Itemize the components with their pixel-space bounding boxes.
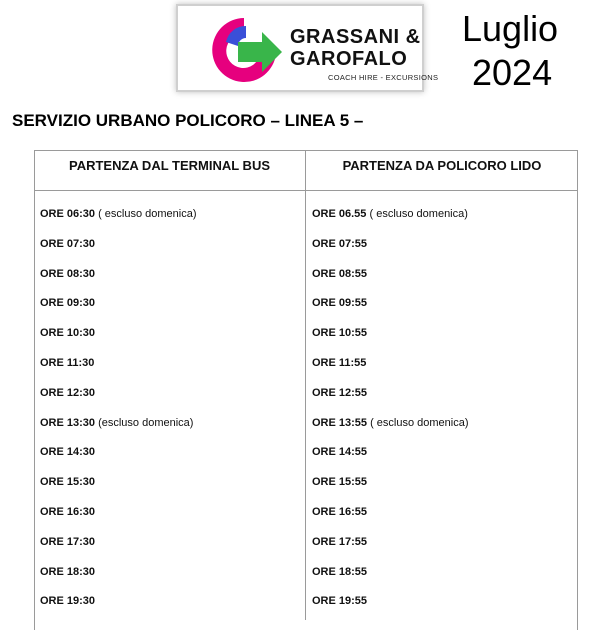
departure-lido — [312, 327, 367, 339]
table-row — [0, 476, 600, 506]
departure-time: ORE 14:55 — [312, 446, 368, 459]
departure-time: ORE 18:55 — [312, 565, 368, 578]
table-row — [0, 297, 600, 327]
departure-time: ORE 06:30 — [40, 208, 96, 220]
table-row — [0, 446, 600, 476]
departure-time: ORE 10:30 — [40, 327, 96, 340]
month-label: Luglio — [462, 8, 559, 49]
departure-lido — [312, 446, 367, 458]
departure-lido — [312, 417, 469, 429]
table-row — [0, 208, 600, 238]
departure-time: ORE 07:30 — [40, 237, 96, 250]
table-row — [0, 417, 600, 447]
departure-terminal — [40, 566, 95, 578]
departure-terminal — [40, 297, 95, 309]
departure-time: ORE 14:30 — [40, 446, 96, 459]
departure-terminal — [40, 595, 95, 607]
departure-terminal — [40, 506, 95, 518]
departure-terminal — [40, 357, 94, 369]
column-header-terminal: PARTENZA DAL TERMINAL BUS — [68, 158, 271, 173]
departure-time: ORE 15:30 — [40, 476, 96, 489]
table-row — [0, 566, 600, 596]
departure-time: ORE 10:55 — [312, 327, 368, 340]
table-row — [0, 506, 600, 536]
logo-tagline: COACH HIRE - EXCURSIONS — [328, 73, 439, 82]
departure-time: ORE 19:55 — [312, 595, 368, 608]
departure-time: ORE 17:55 — [312, 535, 368, 548]
logo-name-line2: GAROFALO — [290, 48, 408, 70]
departure-terminal — [40, 446, 95, 458]
departure-time: ORE 13:55 — [312, 416, 368, 429]
departure-lido — [312, 595, 367, 607]
year-label: 2024 — [472, 52, 553, 93]
departure-lido — [312, 238, 367, 250]
departure-note: ( escluso domenica) — [367, 416, 469, 429]
departure-terminal — [40, 536, 95, 548]
departure-time: ORE 12:55 — [312, 386, 368, 399]
departure-time: ORE 16:55 — [312, 506, 368, 518]
departure-lido — [312, 297, 367, 309]
departure-terminal — [40, 327, 95, 339]
departure-time: ORE 09:30 — [40, 297, 96, 310]
departure-terminal — [40, 417, 193, 429]
departure-lido — [312, 387, 367, 399]
departure-time: ORE 12:30 — [40, 386, 96, 399]
departure-time: ORE 08:30 — [40, 267, 96, 280]
departure-time: ORE 17:30 — [40, 535, 96, 548]
departure-time: ORE 19:30 — [40, 595, 96, 608]
departure-time: ORE 18:30 — [40, 565, 96, 578]
departure-time: ORE 11:55 — [312, 357, 367, 369]
departure-terminal — [40, 387, 95, 399]
departure-note: (escluso domenica) — [95, 416, 194, 429]
table-row — [0, 268, 600, 298]
departure-time: ORE 06.55 — [312, 208, 367, 220]
departure-time: ORE 09:55 — [312, 297, 368, 310]
company-logo — [176, 4, 439, 92]
table-row — [0, 536, 600, 566]
departure-lido — [312, 566, 367, 578]
departure-lido — [312, 357, 366, 369]
logo-arrow-icon — [206, 12, 284, 88]
table-row — [0, 357, 600, 387]
departure-lido — [312, 536, 367, 548]
logo-name-line1: GRASSANI & — [290, 26, 421, 48]
departure-note: ( escluso domenica) — [366, 208, 468, 220]
column-header-lido: PARTENZA DA POLICORO LIDO — [342, 158, 542, 173]
departure-time: ORE 13:30 — [40, 416, 96, 429]
departure-terminal — [40, 238, 95, 250]
departure-lido — [312, 506, 367, 518]
departure-terminal — [40, 476, 95, 488]
departure-time: ORE 15:55 — [312, 476, 368, 489]
departure-lido — [312, 268, 367, 280]
departure-terminal — [40, 208, 197, 220]
departure-note: ( escluso domenica) — [95, 208, 197, 220]
table-row — [0, 238, 600, 268]
header-divider — [34, 190, 578, 191]
departure-time: ORE 08:55 — [312, 267, 368, 280]
page-title: SERVIZIO URBANO POLICORO – LINEA 5 – — [12, 111, 364, 130]
departure-terminal — [40, 268, 95, 280]
table-row — [0, 387, 600, 417]
departure-lido — [312, 208, 468, 220]
departure-time: ORE 16:30 — [40, 506, 96, 518]
departure-time: ORE 11:30 — [40, 357, 95, 369]
departure-lido — [312, 476, 367, 488]
departure-time: ORE 07:55 — [312, 237, 368, 250]
table-row — [0, 595, 600, 625]
table-row — [0, 327, 600, 357]
